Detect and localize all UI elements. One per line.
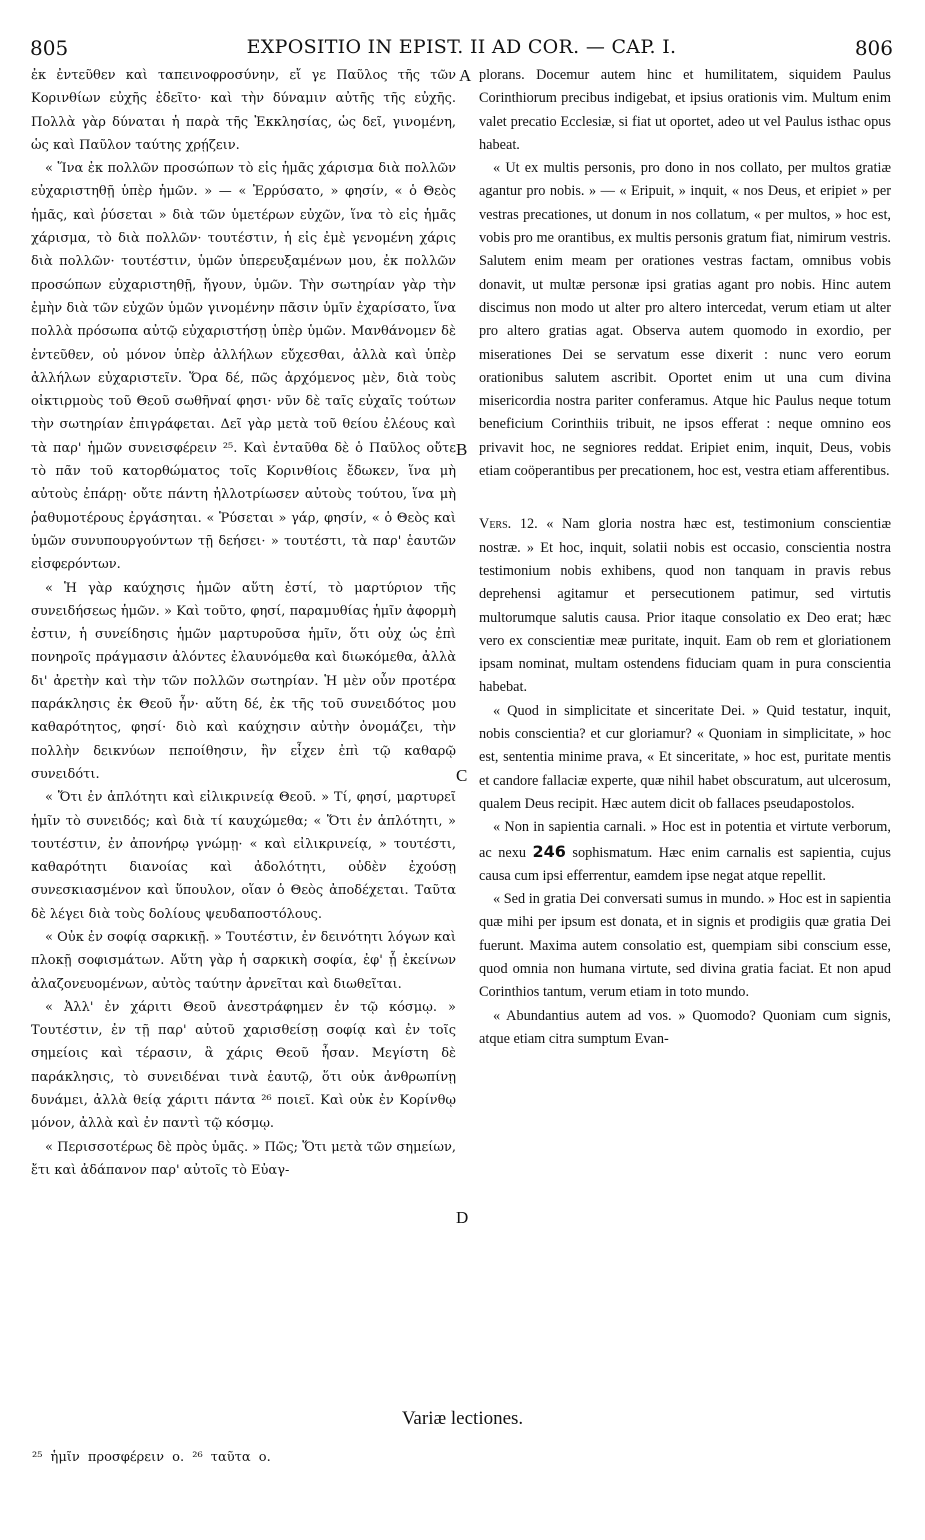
section-marker-d: D xyxy=(456,1208,469,1227)
greek-paragraph: « Περισσοτέρως δὲ πρὸς ὑμᾶς. » Πῶς; Ὅτι μετὰ τῶν σημείων, ἔτι καὶ ἀδάπανον παρ' αὐτοῖς τὸ Εὐαγ- xyxy=(31,1139,456,1178)
column-number: 246 xyxy=(532,841,566,861)
latin-paragraph xyxy=(479,816,891,888)
footnotes: ²⁵ ἡμῖν προσφέρειν ο. ²⁶ ταῦτα ο. xyxy=(32,1450,271,1465)
latin-column xyxy=(479,64,891,1051)
section-marker-b: B xyxy=(456,440,468,459)
greek-paragraph: « Ὅτι ἐν ἁπλότητι καὶ εἰλικρινείᾳ Θεοῦ. » Τί, φησί, μαρτυρεῖ ἡμῖν τὸ συνειδός; καὶ διὰ τί καυχώμεθα; « Ὅτι ἐν ἁπλότητι, » τουτέστιν, ἐν ἀπονήρῳ γνώμῃ· « καὶ εἰλικρινείᾳ, » τουτέστι, καθαρότητι διανοίας καὶ ἀδολότητι, οὐδὲν ἐχούσῃ συνεσκιασμένον καὶ ὕπουλον, οἵαν ὁ Θεὸς ἀποδέχεται. Ταῦτα δὲ λέγει διὰ τοὺς δολίους ψευδαποστόλους. xyxy=(31,790,456,922)
running-header xyxy=(30,30,893,66)
greek-paragraph: « Ἀλλ' ἐν χάριτι Θεοῦ ἀνεστράφημεν ἐν τῷ κόσμῳ. » Τουτέστιν, ἐν τῇ παρ' αὐτοῦ χαρισθείσῃ σοφίᾳ καὶ ἐν τοῖς σημείοις καὶ τέρασιν, ἃ χάρις Θεοῦ ἦσαν. Μεγίστη δὲ παράκλησις, τὸ συνειδέναι τινὰ ἑαυτῷ, ὅτι οὐκ ἀνθρωπίνῃ δυνάμει, ἀλλὰ θείᾳ χάριτι πάντα ²⁶ ποιεῖ. Καὶ οὐκ ἐν Κορίνθῳ μόνον, ἀλλὰ καὶ ἐν παντὶ τῷ κόσμῳ. xyxy=(31,999,456,1132)
paragraph-gap xyxy=(479,483,891,513)
latin-paragraph: « Abundantius autem ad vos. » Quomodo? Quoniam cum signis, atque etiam citra sumptum Evan- xyxy=(479,1007,891,1047)
running-title: EXPOSITIO IN EPIST. II AD COR. — CAP. I. xyxy=(246,36,677,58)
greek-paragraph: ἐκ ἐντεῦθεν καὶ ταπεινοφροσύνην, εἴ γε Παῦλος τῆς τῶν Κορινθίων εὐχῆς ἐδεῖτο· καὶ τὴν δύναμιν αὐτῆς τῆς εὐχῆς. Πολλὰ γὰρ δύναται ἡ παρὰ τῆς Ἐκκλησίας, ὡς δεῖ, γινομένη, ὡς καὶ Παῦλον ταύτης χρῄζειν. xyxy=(31,68,456,153)
page-number-right: 806 xyxy=(854,36,893,60)
latin-paragraph: « Ut ex multis personis, pro dono in nos collato, per multos gratiæ agantur pro nobis. » — « Eripuit, » inquit, « nos Deus, et eripiet » per vestras precationes, ut donum in nos collatum, « per multos, » hoc est, vobis pro me orantibus, ex multis personis gratum fiat, nimirum vestris. Salutem enim meam per orationes vestras factam, omnibus vobis donavit, ut multæ personæ ipsi gratias agant pro nobis. Hinc autem discimus non modo ut alter pro altero intercedat, verum etiam ut alter pro altero gratias agat. Observa autem quomodo in exordio, per miserationes Dei se servatum esse dixerit : nunc vero eorum orationibus salutem ascribit. Oportet enim ut una cum divina misericordia nostra pariter conferamus. Atque hic Paulus neque totum beneficium Corinthiis tribuit, ne ipsos efferat : neque omnino eos privavit hoc, ne segniores reddat. Eripiet enim, inquit, Deus, vobis etiam coöperantibus per precationem, hoc est, vestra etiam afferentibus. xyxy=(479,160,891,480)
greek-paragraph: « Οὐκ ἐν σοφίᾳ σαρκικῇ. » Τουτέστιν, ἐν δεινότητι λόγων καὶ πλοκῇ σοφισμάτων. Αὕτη γὰρ ἡ σαρκικὴ σοφία, ἐφ' ᾗ ἐκείνων ἀλαζονευομένων, αὐτὸς ταύτην ἀρνεῖται καὶ διωθεῖται. xyxy=(31,929,456,992)
greek-paragraph: « Ἡ γὰρ καύχησις ἡμῶν αὕτη ἐστί, τὸ μαρτύριον τῆς συνειδήσεως ἡμῶν. » Καὶ τοῦτο, φησί, παραμυθίας ἡμῖν ἀφορμὴ ἐστιν, ἡ συνείδησις ἡμῶν μαρτυροῦσα ἡμῖν, ὅτι οὐχ ὡς ἐπὶ πονηροῖς πράγμασιν ἁλόντες ἐλαυνόμεθα καὶ διωκόμεθα, ἀλλὰ δι' ἀρετὴν καὶ τὴν τῶν πολλῶν σωτηρίαν. Ἡ μὲν οὖν προτέρα παράκλησις ἐκ Θεοῦ ἦν· αὕτη δέ, ἐκ τῆς τοῦ συνειδότος μου καθαρότητος, φησί· διὸ καὶ καύχησιν αὐτὴν ὀνομάζει, τὴν πολλὴν δεικνύων πεποίθησιν, ἣν εἶχεν ἐπὶ τῷ καθαρῷ συνειδότι. xyxy=(31,580,456,782)
latin-verse-paragraph xyxy=(479,513,891,699)
latin-paragraph: plorans. Docemur autem hinc et humilitatem, siquidem Paulus Corinthiorum precibus indigebat, et ipsius orationis vim. Multum enim valet precatio Ecclesiæ, si fiat ut oportet, adeo ut vel Paulus isthac opus habeat. xyxy=(479,67,891,153)
latin-text: sophismatum. Hæc enim carnalis est sapientia, cujus causa cum ipsi efferrentur, eamdem ipse negat atque repellit. xyxy=(479,844,891,884)
verse-label: Vers. 12. xyxy=(479,516,538,533)
latin-paragraph: « Sed in gratia Dei conversati sumus in mundo. » Hoc est in sapientia quæ mihi per ipsum est donata, et in signis et prodigiis quæ gratia Dei fuerunt. Maxima autem consolatio est, quempiam sibi conscium esse, quod omnia non humana virtute, sed divina gratia faciat. Et non apud Corinthios tantum, verum etiam in toto mundo. xyxy=(479,891,891,1001)
latin-text: « Non in sapientia carnali. » Hoc est in potentia et virtute verborum, ac nexu xyxy=(479,819,891,861)
section-marker-a: A xyxy=(459,66,472,85)
section-marker-c: C xyxy=(456,766,468,785)
latin-verse-text: « Nam gloria nostra hæc est, testimonium conscientiæ nostræ. » Et hoc, inquit, solatii nobis est occasio, conscientia nostra testimonium nobis exhibens, quod non tanquam in pravis rebus deprehensi agitamur et persecutionem patimur, sed virtutis multorumque salutis causa. Prior itaque consolatio ex Deo erat; hæc vero ex conscientiæ meæ puritate, inquit. Eam ob rem et gloriationem ipsam nominat, multam ostendens fiduciam quam in pura conscientia habebat. xyxy=(479,516,891,696)
variae-lectiones-title: Variæ lectiones. xyxy=(401,1408,524,1429)
greek-paragraph: « Ἵνα ἐκ πολλῶν προσώπων τὸ εἰς ἡμᾶς χάρισμα διὰ πολλῶν εὐχαριστηθῇ ὑπὲρ ἡμῶν. » — « Ἐρρύσατο, » φησίν, « ὁ Θεὸς ἡμᾶς, καὶ ῥύσεται » διὰ τῶν ὑμετέρων εὐχῶν, ἵνα τὸ εἰς ἡμᾶς χάρισμα, τὸ διὰ πολλῶν· τουτέστιν, ἡ εἰς ἐμὲ γενομένη χάρις διὰ πολλῶν· τουτέστιν, ὑμῶν ὑπερευξαμένων μου, ἐκ πολλῶν προσώπων εὐχαριστηθῇ, ἤγουν, ὑμῶν. Τὴν σωτηρίαν γὰρ τὴν ἐμὴν διὰ τῶν εὐχῶν ὑμῶν γινομένην πᾶσιν ὑμῖν ἐχαρίσατο, ἵνα πολλὰ πρόσωπα αὐτῷ εὐχαριστήσῃ ὑπὲρ ὑμῶν. Μανθάνομεν δὲ ἐντεῦθεν, οὐ μόνον ὑπὲρ ἀλλήλων εὔχεσθαι, ἀλλὰ καὶ ὑπὲρ ἀλλήλων εὐχαριστεῖν. Ὅρα δέ, πῶς ἀρχόμενος μὲν, διὰ τοὺς οἰκτιρμοὺς τοῦ Θεοῦ σωθῆναί φησι· νῦν δὲ ταῖς εὐχαῖς τούτων τὴν σωτηρίαν ἐπιγράφεται. Δεῖ γὰρ μετὰ τοῦ θείου ἐλέους καὶ τὰ παρ' ἡμῶν συνεισφέρειν ²⁵. Καὶ ἐνταῦθα δὲ ὁ Παῦλος οὔτε τὸ πᾶν τοῦ κατορθώματος τοῖς Κορινθίοις ἔδωκεν, ἵνα μὴ αὐτοὺς ἐπάρῃ· οὔτε πάντη ἠλλοτρίωσεν αὐτοὺς τούτου, ἵνα μὴ ῥαθυμοτέρους ἐργάσηται. « Ῥύσεται » γάρ, φησίν, « ὁ Θεὸς καὶ ὑμῶν συνυπουργούντων τῇ δεήσει· » τουτέστι, τὰ παρ' ἑαυτῶν εἰσφερόντων. xyxy=(31,161,456,573)
page-number-left: 805 xyxy=(30,36,69,60)
greek-column xyxy=(31,64,456,1182)
latin-paragraph: « Quod in simplicitate et sinceritate Dei. » Quid testatur, inquit, nobis conscientia? et cur gloriamur? « Quoniam in simplicitate, » hoc est, sententia minime prava, « Et sinceritate, » hoc est, puritate mentis et candore fallaciæ experte, quæ nihil habet obscuratum, aut ulcerosum, qualem Deus recipit. Hæc autem dicit ob fallaces pseudapostolos. xyxy=(479,702,891,812)
